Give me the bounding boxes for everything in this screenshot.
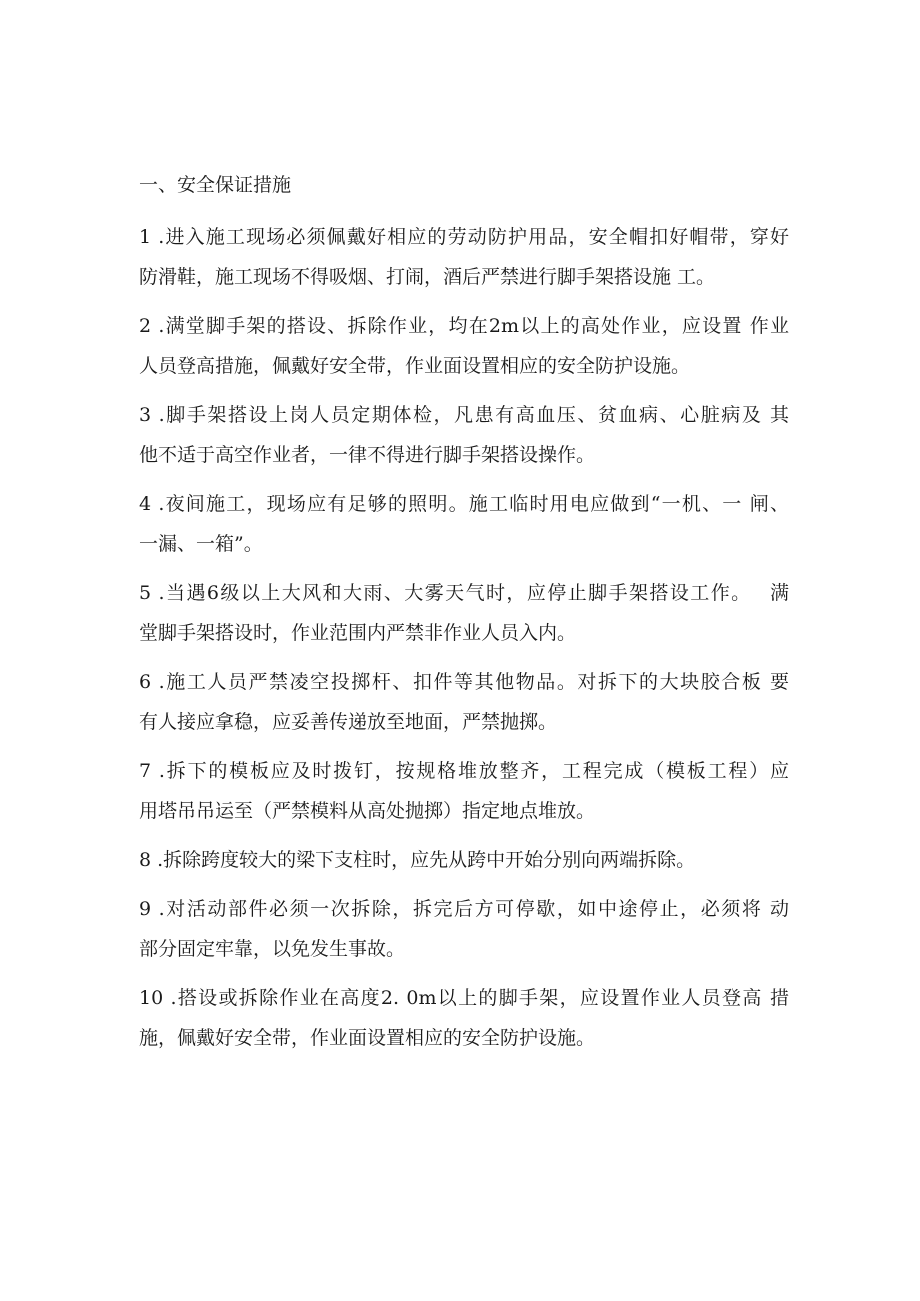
section-heading: 一、安全保证措施 xyxy=(139,174,292,196)
measure-item xyxy=(139,662,789,742)
measure-item xyxy=(139,751,789,831)
measure-line: 4 .夜间施工，现场应有足够的照明。施工临时用电应做到“一机、一 闸、 xyxy=(139,493,789,515)
measure-line: 部分固定牢靠，以免发生事故。 xyxy=(139,938,406,960)
measure-line: 施，佩戴好安全带，作业面设置相应的安全防护设施。 xyxy=(139,1027,596,1049)
measure-line: 2 .满堂脚手架的搭设、拆除作业，均在2m以上的高处作业，应设置 作业 xyxy=(139,315,789,337)
measure-item xyxy=(139,395,789,475)
measure-item xyxy=(139,573,789,653)
measure-line: 1 .进入施工现场必须佩戴好相应的劳动防护用品，安全帽扣好帽带，穿好 xyxy=(139,226,789,248)
measure-line: 6 .施工人员严禁凌空投掷杆、扣件等其他物品。对拆下的大块胶合板 要 xyxy=(139,671,789,693)
measure-line: 堂脚手架搭设时，作业范围内严禁非作业人员入内。 xyxy=(139,622,577,644)
measure-item xyxy=(139,840,789,880)
measure-line: 他不适于高空作业者，一律不得进行脚手架搭设操作。 xyxy=(139,444,596,466)
measure-line: 10 .搭设或拆除作业在高度2. 0m以上的脚手架，应设置作业人员登高 措 xyxy=(139,987,789,1009)
measure-line: 9 .对活动部件必须一次拆除，拆完后方可停歇，如中途停止，必须将 动 xyxy=(139,898,789,920)
document-body xyxy=(139,168,789,1067)
measure-line: 5 .当遇6级以上大风和大雨、大雾天气时，应停止脚手架搭设工作。 满 xyxy=(139,582,789,604)
measure-line: 一漏、一箱”。 xyxy=(139,533,263,555)
measure-item xyxy=(139,217,789,297)
measure-item xyxy=(139,306,789,386)
measure-line: 7 .拆下的模板应及时拨钉，按规格堆放整齐，工程完成（模板工程）应 xyxy=(139,760,789,782)
measure-item xyxy=(139,978,789,1058)
measure-line: 防滑鞋，施工现场不得吸烟、打闹，酒后严禁进行脚手架搭设施 工。 xyxy=(139,266,716,288)
measure-line: 3 .脚手架搭设上岗人员定期体检，凡患有高血压、贫血病、心脏病及 其 xyxy=(139,404,789,426)
measure-list xyxy=(139,217,789,1058)
measure-line: 8 .拆除跨度较大的梁下支柱时，应先从跨中开始分别向两端拆除。 xyxy=(139,849,696,871)
measure-line: 用塔吊吊运至（严禁模料从高处抛掷）指定地点堆放。 xyxy=(139,800,596,822)
measure-line: 人员登高措施，佩戴好安全带，作业面设置相应的安全防护设施。 xyxy=(139,355,691,377)
measure-line: 有人接应拿稳，应妥善传递放至地面，严禁抛掷。 xyxy=(139,711,558,733)
measure-item xyxy=(139,484,789,564)
measure-item xyxy=(139,889,789,969)
